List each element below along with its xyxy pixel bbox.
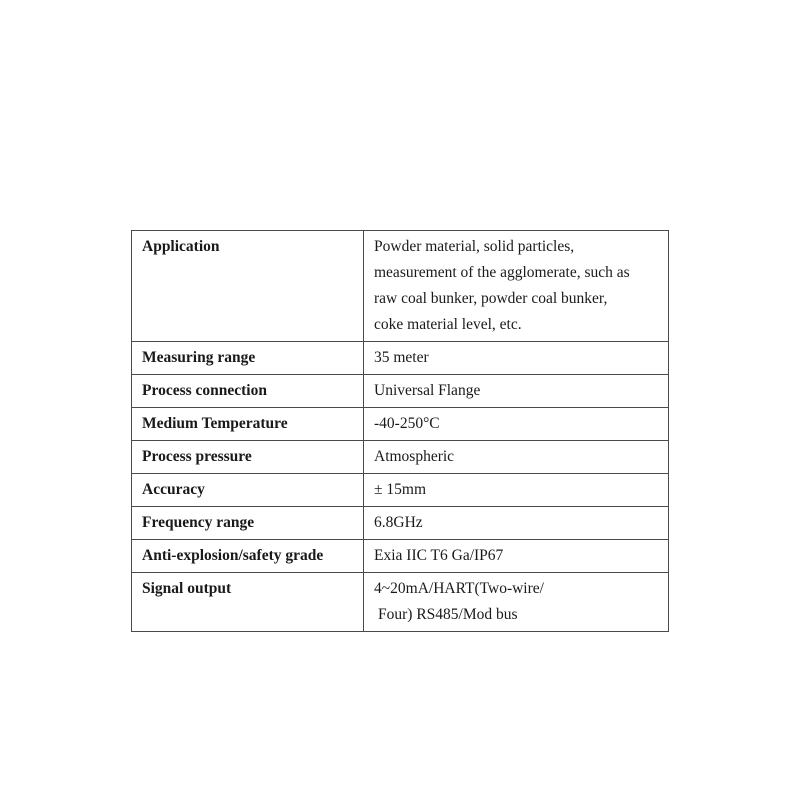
table-row-process-connection: [132, 375, 669, 408]
row-value: [364, 375, 669, 408]
row-value: [364, 507, 669, 540]
table-row-signal-output: [132, 573, 669, 632]
table-row-application: [132, 231, 669, 342]
row-value: [364, 441, 669, 474]
table-row-medium-temperature: [132, 408, 669, 441]
value-line: Universal Flange: [374, 382, 481, 399]
row-label: Frequency range: [132, 507, 364, 540]
value-line: Atmospheric: [374, 448, 455, 465]
value-line: 4~20mA/HART(Two-wire/: [374, 580, 544, 597]
row-label: Application: [132, 231, 364, 342]
value-line: 6.8GHz: [374, 514, 423, 531]
row-label: Process pressure: [132, 441, 364, 474]
row-label: Accuracy: [132, 474, 364, 507]
row-label: Anti-explosion/safety grade: [132, 540, 364, 573]
row-value: [364, 474, 669, 507]
row-label: Medium Temperature: [132, 408, 364, 441]
spec-table: [131, 230, 669, 632]
value-line: raw coal bunker, powder coal bunker,: [374, 290, 608, 307]
row-value: [364, 540, 669, 573]
value-line: Four) RS485/Mod bus: [378, 606, 518, 623]
table-row-accuracy: [132, 474, 669, 507]
table-row-process-pressure: [132, 441, 669, 474]
spec-table-body: [132, 231, 669, 632]
row-value: [364, 573, 669, 632]
row-value: [364, 231, 669, 342]
row-label: Process connection: [132, 375, 364, 408]
table-row-measuring-range: [132, 342, 669, 375]
row-value: [364, 408, 669, 441]
value-line: -40-250°C: [374, 415, 440, 432]
value-line: Exia IIC T6 Ga/IP67: [374, 547, 504, 564]
value-line: measurement of the agglomerate, such as: [374, 264, 630, 281]
value-line: ± 15mm: [374, 481, 426, 498]
row-value: [364, 342, 669, 375]
table-row-frequency-range: [132, 507, 669, 540]
value-line: coke material level, etc.: [374, 316, 522, 333]
value-line: 35 meter: [374, 349, 429, 366]
row-label: Measuring range: [132, 342, 364, 375]
table-row-safety-grade: [132, 540, 669, 573]
row-label: Signal output: [132, 573, 364, 632]
value-line: Powder material, solid particles,: [374, 238, 575, 255]
